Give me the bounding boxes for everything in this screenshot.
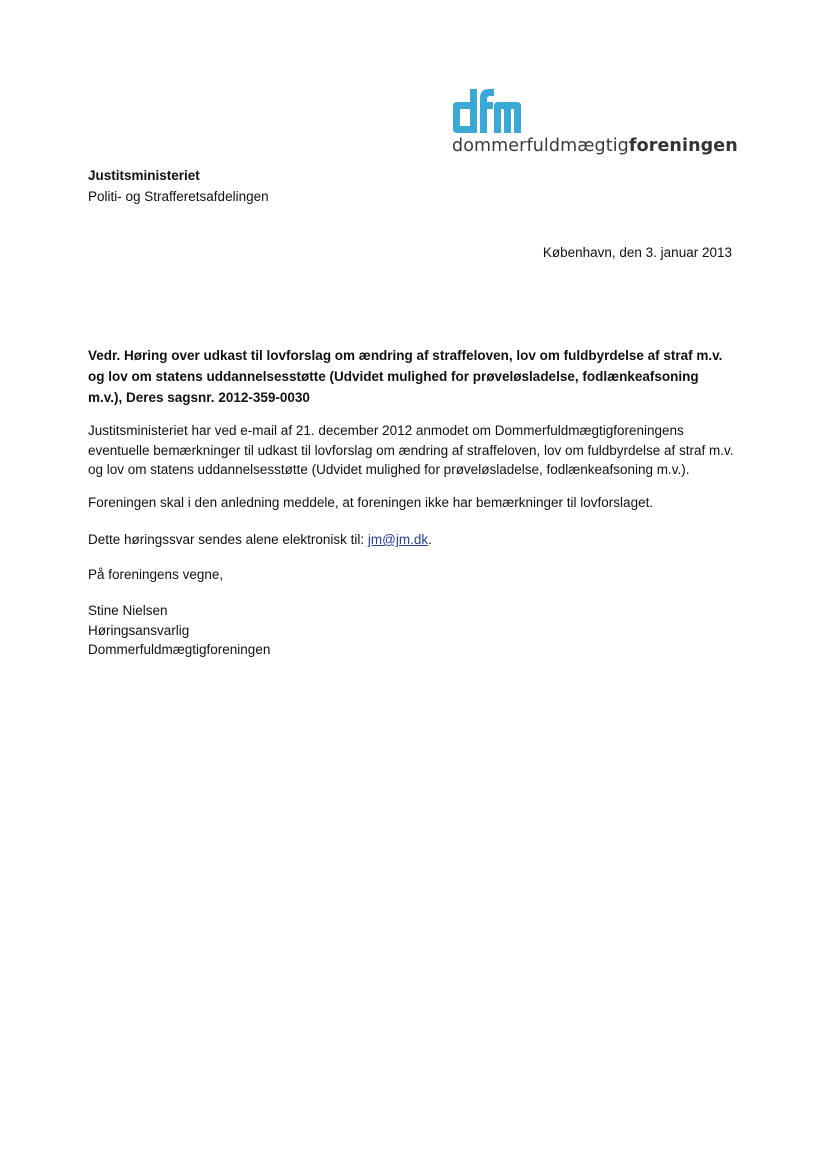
- letter-subject: Vedr. Høring over udkast til lovforslag om ændring af straffeloven, lov om fuldbyrdelse af straf m.v. og lov om statens uddannelsesstøtte (Udvidet mulighed for prøveløsladelse, fodlænkeafsoning m.v.), Deres sagsnr. 2012-359-0030: [88, 348, 723, 405]
- logo-word-bold: foreningen: [628, 136, 738, 156]
- delivery-text: Dette høringssvar sendes alene elektronisk til:: [88, 532, 368, 547]
- delivery-suffix: .: [428, 532, 432, 547]
- dfm-logo: [450, 86, 738, 166]
- signature-name: Stine Nielsen: [88, 603, 168, 618]
- recipient-block: [88, 165, 269, 207]
- paragraph-request: Justitsministeriet har ved e-mail af 21. december 2012 anmodet om Dommerfuldmægtigforeningens eventuelle bemærkninger til udkast til lovforslag om ændring af straffeloven, lov om fuldbyrdelse af straf m.v. og lov om statens uddannelsesstøtte (Udvidet mulighed for prøveløsladelse, fodlænkeafsoning m.v.).: [88, 423, 734, 477]
- logo-word-regular: dommerfuldmægtig: [452, 136, 629, 156]
- signature-organization: Dommerfuldmægtigforeningen: [88, 642, 271, 657]
- recipient-organization: Justitsministeriet: [88, 168, 200, 183]
- signature-block: [88, 601, 270, 660]
- logo-wordmark: [452, 136, 738, 156]
- paragraph-closing: På foreningens vegne,: [88, 567, 224, 582]
- paragraph-delivery: [88, 530, 738, 550]
- signature-title: Høringsansvarlig: [88, 622, 190, 638]
- paragraph-response: Foreningen skal i den anledning meddele, at foreningen ikke har bemærkninger til lovforslaget.: [88, 495, 654, 510]
- recipient-department: Politi- og Strafferetsafdelingen: [88, 189, 269, 204]
- dfm-monogram-icon: [450, 86, 524, 134]
- email-link[interactable]: jm@jm.dk: [367, 532, 429, 547]
- letter-date: København, den 3. januar 2013: [542, 245, 732, 260]
